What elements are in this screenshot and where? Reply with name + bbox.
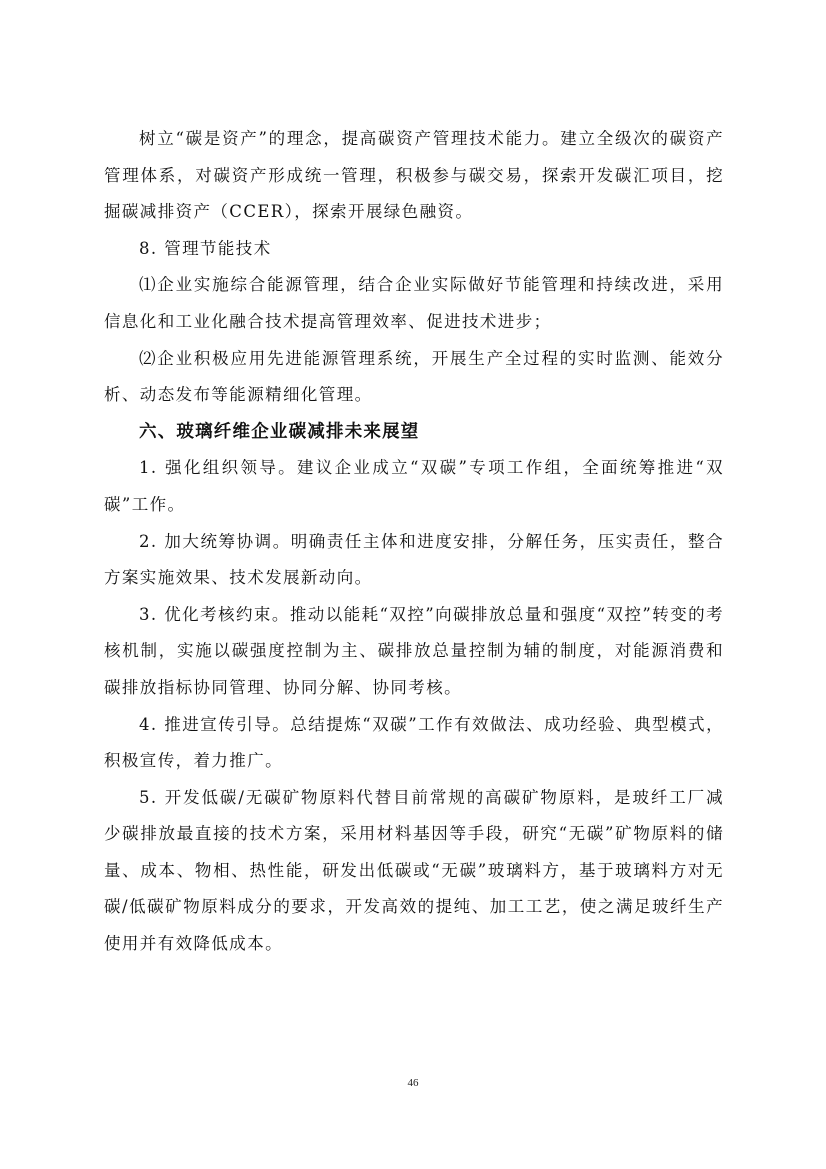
outlook-item-1: 1. 强化组织领导。建议企业成立“双碳”专项工作组，全面统筹推进“双碳”工作。 bbox=[104, 458, 724, 514]
outlook-item-4: 4. 推进宣传引导。总结提炼“双碳”工作有效做法、成功经验、典型模式，积极宣传，着力推广。 bbox=[104, 714, 724, 771]
paragraph-carbon-asset: 树立“碳是资产”的理念，提高碳资产管理技术能力。建立全级次的碳资产管理体系，对碳资产形成统一管理，积极参与碳交易，探索开发碳汇项目，挖掘碳减排资产（CCER），探索开展绿色融资。 bbox=[104, 129, 724, 222]
page-body bbox=[104, 121, 724, 963]
page-number: 46 bbox=[407, 1077, 419, 1089]
outlook-item-3: 3. 优化考核约束。推动以能耗“双控”向碳排放总量和强度“双控”转变的考核机制，实施以碳强度控制为主、碳排放总量控制为辅的制度，对能源消费和碳排放指标协同管理、协同分解、协同考核。 bbox=[104, 604, 724, 697]
section-title-energy-management: 8. 管理节能技术 bbox=[139, 238, 272, 258]
chapter-heading-outlook: 六、玻璃纤维企业碳减排未来展望 bbox=[139, 421, 420, 442]
outlook-item-5: 5. 开发低碳/无碳矿物原料代替目前常规的高碳矿物原料，是玻纤工厂减少碳排放最直接的技术方案，采用材料基因等手段，研究“无碳”矿物原料的储量、成本、物相、热性能，研发出低碳或“无碳”玻璃料方，基于玻璃料方对无碳/低碳矿物原料成分的要求，开发高效的提纯、加工工艺，使之满足玻纤生产使用并有效降低成本。 bbox=[104, 787, 724, 954]
list-item-energy-management-1: ⑴企业实施综合能源管理，结合企业实际做好节能管理和持续改进，采用信息化和工业化融合技术提高管理效率、促进技术进步； bbox=[104, 275, 724, 331]
outlook-item-2: 2. 加大统筹协调。明确责任主体和进度安排，分解任务，压实责任，整合方案实施效果、技术发展新动向。 bbox=[104, 531, 724, 588]
list-item-energy-management-2: ⑵企业积极应用先进能源管理系统，开展生产全过程的实时监测、能效分析、动态发布等能源精细化管理。 bbox=[104, 348, 724, 405]
